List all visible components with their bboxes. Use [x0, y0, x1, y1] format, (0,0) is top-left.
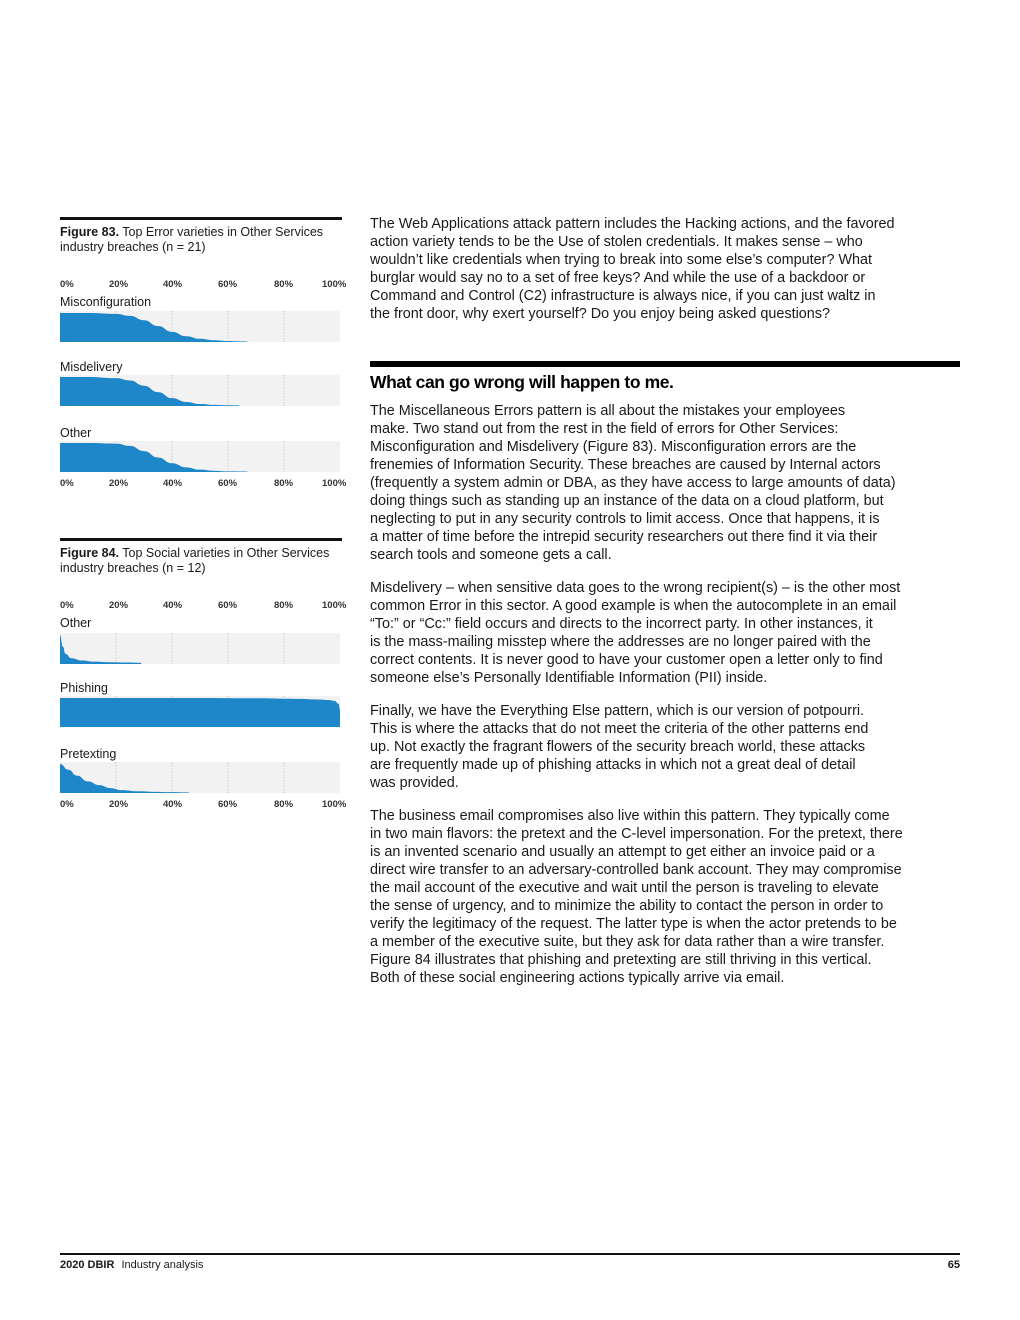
tick-label: 0%	[60, 600, 74, 611]
footer-left	[60, 1259, 203, 1271]
section-rule	[370, 361, 960, 367]
row-label-phishing: Phishing	[60, 681, 108, 695]
x-axis-top	[60, 600, 360, 612]
tick-label: 100%	[322, 799, 347, 810]
intro-paragraph: The Web Applications attack pattern includes the Hacking actions, and the favored action variety tends to be the Use of stolen credentials. It makes sense – who wouldn’t like credentials when trying to break into some else’s computer? What burglar would say no to a set of free keys? And while the use of a backdoor or Command and Control (C2) infrastructure is always nice, if you can just waltz in the front door, why exert yourself? Do you enjoy being asked questions?	[370, 216, 895, 322]
tick-label: 40%	[163, 799, 183, 810]
tick-label: 60%	[218, 279, 238, 290]
distribution-area-other	[60, 443, 248, 472]
tick-label: 80%	[274, 478, 294, 489]
distribution-area-misconfiguration	[60, 313, 248, 342]
tick-label: 100%	[322, 478, 347, 489]
area-phishing	[60, 696, 340, 727]
figure-title: Top Error varieties in Other Services industry breaches (n = 21)	[60, 225, 324, 254]
row-label-other: Other	[60, 616, 92, 630]
x-axis-bottom	[60, 799, 360, 811]
tick-label: 80%	[274, 600, 294, 611]
row-label-pretexting: Pretexting	[60, 747, 117, 761]
track-misdelivery	[60, 375, 340, 406]
distribution-area-other	[60, 635, 141, 664]
footer-section: Industry analysis	[121, 1259, 204, 1271]
page-number: 65	[947, 1259, 960, 1271]
tick-label: 20%	[109, 600, 129, 611]
figure-83	[60, 217, 347, 497]
tick-label: 40%	[163, 600, 183, 611]
tick-label: 60%	[218, 799, 238, 810]
track-pretexting	[60, 762, 340, 793]
row-label-misconfiguration: Misconfiguration	[60, 295, 152, 309]
tick-label: 0%	[60, 478, 74, 489]
tick-label: 0%	[60, 279, 74, 290]
area-pretexting	[60, 762, 340, 793]
body-paragraph: The business email compromises also live within this pattern. They typically come in two main flavors: the pretext and the C-level impersonation. For the pretext, there is an invented scenario and usually an attempt to get either an invoice paid or a direct wire transfer to an adversary-controlled bank account. They may compromise the mail account of the executive and wait until the person is traveling to elevate the sense of urgency, and to minimize the ability to contact the person in order to verify the legitimacy of the request. The latter type is when the actor pretends to be a member of the executive suite, but they ask for data rather than a wire transfer. Figure 84 illustrates that phishing and pretexting are still thriving in this vertical. Both of these social engineering actions typically arrive via email.	[370, 808, 903, 986]
tick-label: 20%	[109, 799, 129, 810]
figure-title: Top Social varieties in Other Services industry breaches (n = 12)	[60, 546, 330, 575]
track-other	[60, 633, 340, 664]
tick-label: 20%	[109, 478, 129, 489]
distribution-area-pretexting	[60, 764, 189, 793]
distribution-area-phishing	[60, 698, 340, 727]
body-paragraph: Finally, we have the Everything Else pattern, which is our version of potpourri. This is where the attacks that do not meet the criteria of the other patterns end up. Not exactly the fragrant flowers of the security breach world, these attacks are frequently made up of phishing attacks in which not a great deal of detail was provided.	[370, 703, 869, 791]
tick-label: 40%	[163, 279, 183, 290]
track-other	[60, 441, 340, 472]
track-misconfiguration	[60, 311, 340, 342]
body-paragraph: Misdelivery – when sensitive data goes to the wrong recipient(s) – is the other most common Error in this sector. A good example is when the autocomplete in an email “To:” or “Cc:” field occurs and directs to the incorrect party. In other instances, it is the mass-mailing misstep where the addresses are no longer paired with the correct contents. It is never good to have your customer open a letter only to find someone else’s Personally Identifiable Information (PII) inside.	[370, 580, 901, 686]
figure-caption	[60, 546, 342, 576]
track-phishing	[60, 696, 340, 727]
tick-label: 80%	[274, 279, 294, 290]
distribution-area-misdelivery	[60, 377, 239, 406]
figure-rule	[60, 538, 342, 541]
tick-label: 80%	[274, 799, 294, 810]
tick-label: 100%	[322, 279, 347, 290]
footer-rule	[60, 1253, 960, 1255]
area-other	[60, 633, 340, 664]
row-label-misdelivery: Misdelivery	[60, 360, 123, 374]
tick-label: 100%	[322, 600, 347, 611]
body-paragraph: The Miscellaneous Errors pattern is all about the mistakes your employees make. Two stand out from the rest in the field of errors for Other Services: Misconfiguration and Misdelivery (Figure 83). Misconfiguration errors are the frenemies of Information Security. These breaches are caused by Internal actors (frequently a system admin or DBA, as they have access to large amounts of data) doing things such as standing up an instance of the data on a cloud platform, but neglecting to put in any security controls to limit access. Once that happens, it is a matter of time before the intrepid security researchers out there find it via their search tools and someone gets a call.	[370, 403, 896, 563]
area-other	[60, 441, 340, 472]
tick-label: 20%	[109, 279, 129, 290]
tick-label: 60%	[218, 600, 238, 611]
x-axis-bottom	[60, 478, 360, 490]
footer-brand: 2020 DBIR	[60, 1259, 115, 1271]
row-label-other: Other	[60, 426, 92, 440]
x-axis-top	[60, 279, 360, 291]
figure-label: Figure 84.	[60, 546, 120, 560]
figure-label: Figure 83.	[60, 225, 120, 239]
section-heading: What can go wrong will happen to me.	[370, 372, 674, 392]
tick-label: 60%	[218, 478, 238, 489]
area-misconfiguration	[60, 311, 340, 342]
figure-rule	[60, 217, 342, 220]
figure-84	[60, 538, 347, 818]
tick-label: 40%	[163, 478, 183, 489]
area-misdelivery	[60, 375, 340, 406]
tick-label: 0%	[60, 799, 74, 810]
figure-caption	[60, 225, 342, 255]
